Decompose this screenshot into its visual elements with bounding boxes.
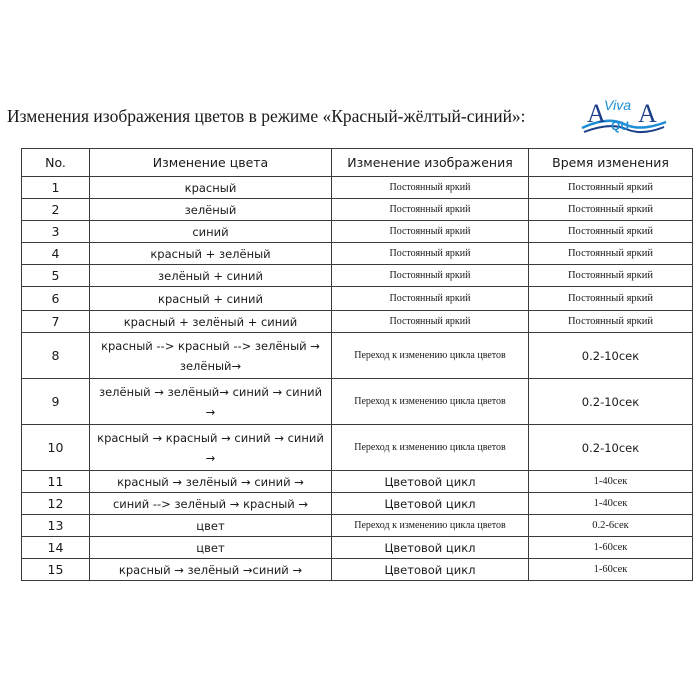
row-image-change: Цветовой цикл [332, 493, 529, 515]
page-title: Изменения изображения цветов в режиме «Красный-жёлтый-синий»: [7, 106, 526, 126]
row-change-time: 1-40сек [529, 471, 693, 493]
svg-text:QU: QU [611, 119, 629, 133]
row-color-change: синий --> зелёный → красный → [90, 493, 332, 515]
row-image-change: Переход к изменению цикла цветов [332, 379, 529, 425]
table-row [22, 221, 693, 243]
row-image-change: Переход к изменению цикла цветов [332, 515, 529, 537]
header-image-change: Изменение изображения [332, 149, 529, 177]
row-number: 4 [22, 243, 90, 265]
table-row [22, 425, 693, 471]
row-change-time: 1-60сек [529, 537, 693, 559]
table-row [22, 199, 693, 221]
row-image-change: Постоянный яркий [332, 221, 529, 243]
row-change-time: Постоянный яркий [529, 177, 693, 199]
row-color-change: красный + зелёный [90, 243, 332, 265]
color-mode-table [21, 148, 693, 581]
row-change-time: Постоянный яркий [529, 221, 693, 243]
logo-text-top: Viva [604, 97, 631, 113]
row-number: 12 [22, 493, 90, 515]
table-row [22, 333, 693, 379]
row-image-change: Переход к изменению цикла цветов [332, 425, 529, 471]
row-number: 7 [22, 311, 90, 333]
row-color-change: синий [90, 221, 332, 243]
table-row [22, 177, 693, 199]
row-color-change: цвет [90, 515, 332, 537]
row-color-change: красный + синий [90, 287, 332, 311]
row-number: 5 [22, 265, 90, 287]
row-change-time: 1-40сек [529, 493, 693, 515]
row-image-change: Постоянный яркий [332, 243, 529, 265]
row-color-change: красный + зелёный + синий [90, 311, 332, 333]
row-change-time: Постоянный яркий [529, 287, 693, 311]
table-row [22, 311, 693, 333]
row-number: 15 [22, 559, 90, 581]
svg-text:A: A [587, 99, 606, 128]
row-change-time: 1-60сек [529, 559, 693, 581]
table-row [22, 471, 693, 493]
row-color-change: цвет [90, 537, 332, 559]
table-row [22, 265, 693, 287]
table-row [22, 515, 693, 537]
table-row [22, 537, 693, 559]
header-no: No. [22, 149, 90, 177]
row-image-change: Цветовой цикл [332, 537, 529, 559]
row-change-time: 0.2-10сек [529, 379, 693, 425]
row-number: 1 [22, 177, 90, 199]
row-image-change: Цветовой цикл [332, 559, 529, 581]
header-change-time: Время изменения [529, 149, 693, 177]
row-number: 6 [22, 287, 90, 311]
row-change-time: 0.2-6сек [529, 515, 693, 537]
row-color-change: красный [90, 177, 332, 199]
row-number: 9 [22, 379, 90, 425]
row-color-change: зелёный [90, 199, 332, 221]
row-color-change: красный → красный → синий → синий → [90, 425, 332, 471]
table-row [22, 559, 693, 581]
row-image-change: Цветовой цикл [332, 471, 529, 493]
row-image-change: Постоянный яркий [332, 265, 529, 287]
row-color-change: красный → зелёный →синий → [90, 559, 332, 581]
row-change-time: Постоянный яркий [529, 243, 693, 265]
row-number: 14 [22, 537, 90, 559]
table-row [22, 243, 693, 265]
table-header-row [22, 149, 693, 177]
row-image-change: Постоянный яркий [332, 199, 529, 221]
row-image-change: Постоянный яркий [332, 177, 529, 199]
header-color-change: Изменение цвета [90, 149, 332, 177]
row-change-time: Постоянный яркий [529, 265, 693, 287]
row-image-change: Постоянный яркий [332, 311, 529, 333]
row-change-time: Постоянный яркий [529, 311, 693, 333]
row-image-change: Переход к изменению цикла цветов [332, 333, 529, 379]
row-number: 13 [22, 515, 90, 537]
row-image-change: Постоянный яркий [332, 287, 529, 311]
table-row [22, 379, 693, 425]
table-row [22, 493, 693, 515]
table-row [22, 287, 693, 311]
row-number: 3 [22, 221, 90, 243]
svg-text:A: A [638, 99, 657, 128]
row-color-change: зелёный + синий [90, 265, 332, 287]
row-color-change: красный --> красный --> зелёный → зелёный→ [90, 333, 332, 379]
row-number: 2 [22, 199, 90, 221]
row-number: 10 [22, 425, 90, 471]
row-number: 11 [22, 471, 90, 493]
row-number: 8 [22, 333, 90, 379]
row-change-time: 0.2-10сек [529, 333, 693, 379]
row-color-change: зелёный → зелёный→ синий → синий → [90, 379, 332, 425]
row-color-change: красный → зелёный → синий → [90, 471, 332, 493]
row-change-time: Постоянный яркий [529, 199, 693, 221]
aviva-aqua-logo [578, 88, 670, 140]
row-change-time: 0.2-10сек [529, 425, 693, 471]
